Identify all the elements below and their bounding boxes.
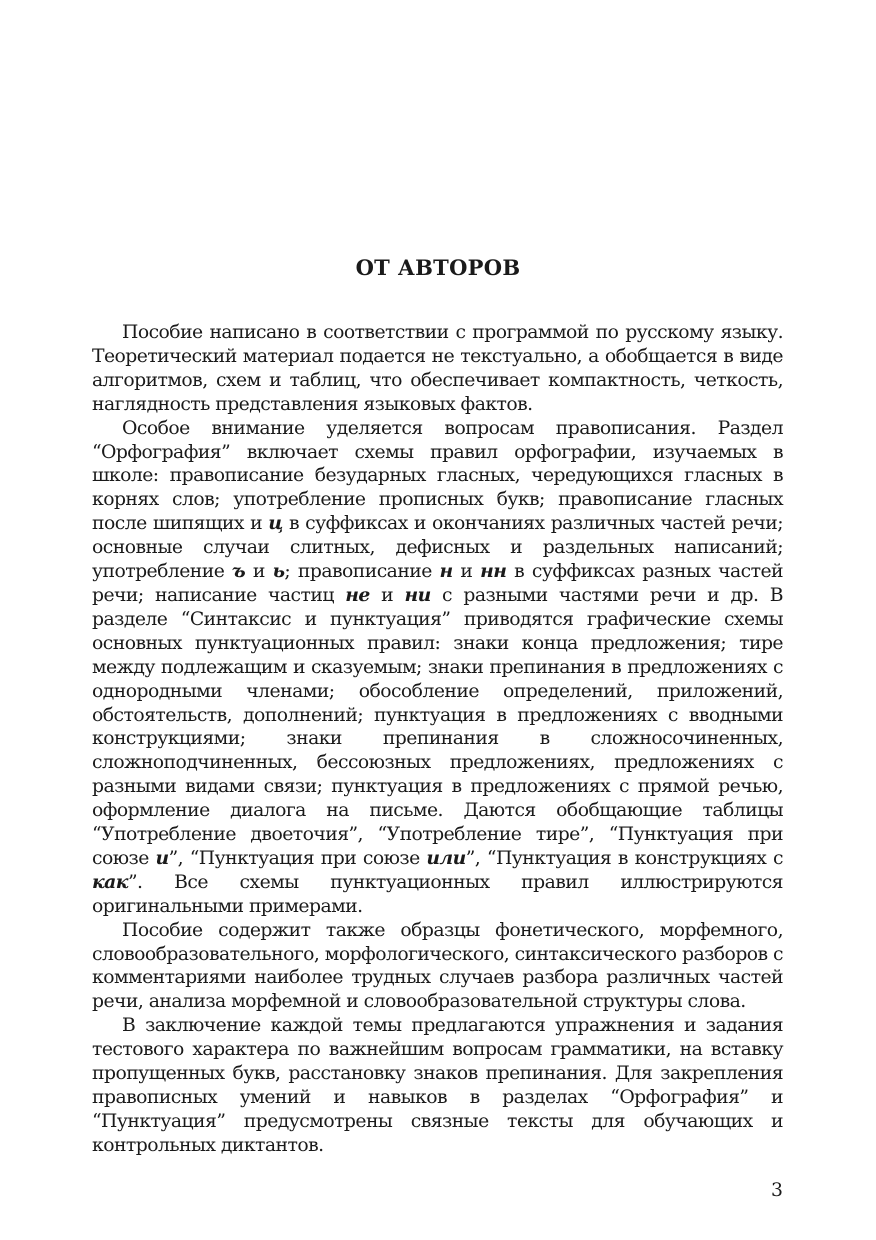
text-segment: Особое внимание уделяется вопросам правописания. Раздел “Орфография” включает схемы правил орфографии, изучаемых в школе: правописание безударных гласных, чередующихся гласных в корнях слов; употребление прописных букв; правописание гласных после шипящих и xyxy=(92,417,783,535)
emphasized-conjunction: как xyxy=(92,870,128,893)
text-segment: ”. Все схемы пунктуационных правил иллюстрируются оригинальными примерами. xyxy=(92,871,783,917)
emphasized-particle: не xyxy=(345,583,370,606)
emphasized-letter: нн xyxy=(480,560,507,583)
text-segment: и xyxy=(452,561,481,583)
text-segment: В заключение каждой темы предлагаются упражнения и задания тестового характера по важнейшим вопросам грамматики, на вставку пропущенных букв, расстановку знаков препинания. Для закрепления правописных умений и навыков в разделах “Орфография” и “Пунктуация” предусмотрены связные тексты для обучающих и контрольных диктантов. xyxy=(92,1015,783,1156)
emphasized-conjunction: или xyxy=(426,846,466,869)
emphasized-conjunction: и xyxy=(155,846,169,869)
emphasized-letter: ь xyxy=(272,560,285,583)
page-title: ОТ АВТОРОВ xyxy=(355,255,521,280)
text-segment: и xyxy=(369,584,405,606)
text-segment: и xyxy=(245,561,273,583)
body-text xyxy=(92,321,783,1158)
paragraph-3 xyxy=(92,919,783,1015)
text-segment: Пособие написано в соответствии с программой по русскому языку. Теоретический материал подается не текстуально, а обобщается в виде алгоритмов, схем и таблиц, что обеспечивает компактность, четкость, наглядность представления языковых фактов. xyxy=(92,322,783,415)
text-segment: ”, “Пунктуация при союзе xyxy=(168,847,427,869)
emphasized-letter: н xyxy=(439,560,453,583)
text-segment: в суффиксах и окончаниях различных частей речи; основные случаи слитных, дефисных и раздельных написаний; употребление xyxy=(92,513,783,583)
emphasized-letter: ц xyxy=(268,512,283,535)
text-segment: ; правописание xyxy=(284,561,440,583)
paragraph-1 xyxy=(92,321,783,417)
text-segment: Пособие содержит также образцы фонетического, морфемного, словообразовательного, морфологического, синтаксического разборов с комментариями наиболее трудных случаев разбора различных частей речи, анализа морфемной и словообразовательной структуры слова. xyxy=(92,919,783,1013)
emphasized-letter: ъ xyxy=(232,560,246,583)
text-segment: с разными частями речи и др. В разделе “Синтаксис и пунктуация” приводятся графические схемы основных пунктуационных правил: знаки конца предложения; тире между подлежащим и сказуемым; знаки препинания в предложениях с однородными членами; обособление определений, приложений, обстоятельств, дополнений; пунктуация в предложениях с вводными конструкциями; знаки препинания в сложносочиненных, сложноподчиненных, бессоюзных предложениях, предложениях с разными видами связи; пунктуация в предложениях с прямой речью, оформление диалога на письме. Даются обобщающие таблицы “Употребление двоеточия”, “Употребление тире”, “Пунктуация при союзе xyxy=(92,584,783,869)
text-segment: в суффиксах разных частей речи; написание частиц xyxy=(92,561,783,606)
text-segment: ”, “Пунктуация в конструкциях с xyxy=(465,847,783,869)
emphasized-particle: ни xyxy=(404,583,431,606)
page-number: 3 xyxy=(771,1180,783,1201)
paragraph-4 xyxy=(92,1014,783,1157)
paragraph-2 xyxy=(92,417,783,919)
